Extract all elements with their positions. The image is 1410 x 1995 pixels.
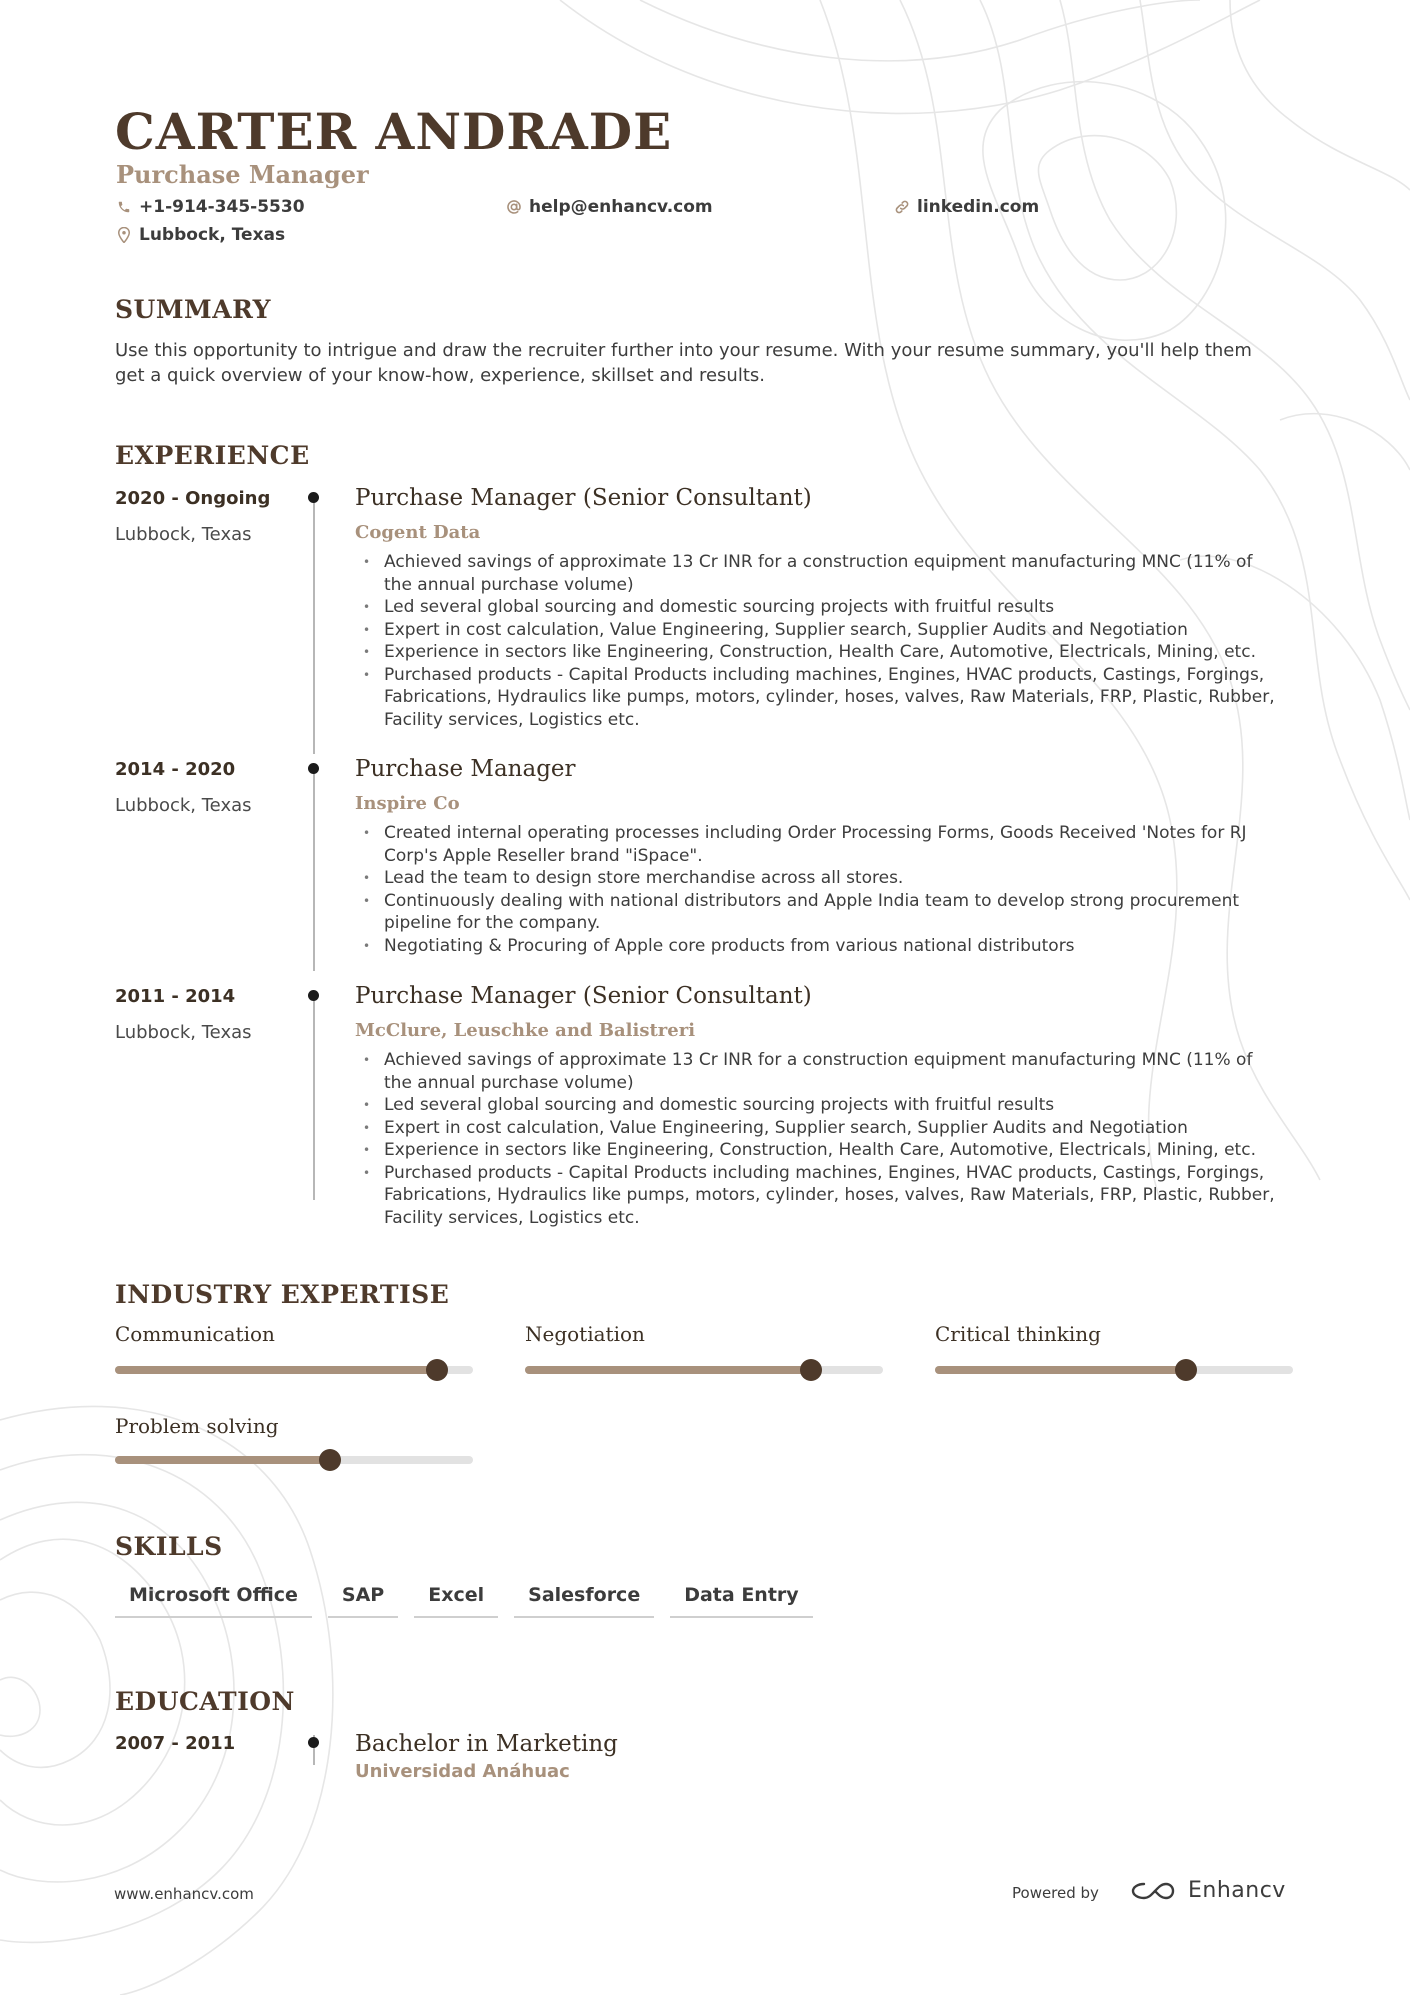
- expertise-bar: [525, 1366, 883, 1374]
- job-company: Inspire Co: [355, 793, 460, 814]
- contact-linkedin[interactable]: [893, 197, 1039, 217]
- education-school: Universidad Anáhuac: [355, 1761, 570, 1782]
- phone-text: +1-914-345-5530: [139, 197, 305, 217]
- enhancv-logo: [1130, 1878, 1286, 1903]
- timeline-line: [313, 497, 315, 754]
- job-location: Lubbock, Texas: [115, 795, 252, 816]
- bullet-item: • Purchased products - Capital Products including machines, Engines, HVAC products, Castings, Forgings, Fabrications, Hydraulics like pumps, motors, cylinder, hoses, valves, Raw Materials, FRP, Plastic, Rubber, Facility services, Logistics etc.: [355, 1162, 1280, 1230]
- skill-tag: SAP: [328, 1584, 398, 1618]
- expertise-label: Critical thinking: [935, 1322, 1101, 1346]
- expertise-bar-fill: [115, 1366, 437, 1374]
- education-heading: EDUCATION: [115, 1687, 295, 1716]
- expertise-bar-knob: [426, 1359, 448, 1381]
- timeline-dot: [308, 763, 319, 774]
- job-dates: 2020 - Ongoing: [115, 488, 271, 509]
- expertise-label: Negotiation: [525, 1322, 645, 1346]
- brand-name: Enhancv: [1188, 1878, 1286, 1903]
- linkedin-text: linkedin.com: [917, 197, 1040, 217]
- education-degree: Bachelor in Marketing: [355, 1731, 618, 1757]
- timeline-dot: [308, 1737, 319, 1748]
- job-title: Purchase Manager (Senior Consultant): [355, 983, 812, 1009]
- timeline-dot: [308, 990, 319, 1001]
- bullet-item: • Achieved savings of approximate 13 Cr INR for a construction equipment manufacturing MNC (11% of the annual purchase volume): [355, 1049, 1280, 1094]
- job-dates: 2011 - 2014: [115, 986, 236, 1007]
- skill-tag: Excel: [414, 1584, 498, 1618]
- at-icon: [505, 198, 523, 216]
- powered-by-text: Powered by: [1012, 1884, 1099, 1902]
- expertise-bar-fill: [525, 1366, 811, 1374]
- job-company: Cogent Data: [355, 522, 481, 543]
- contact-location: [115, 225, 285, 245]
- skill-tag: Data Entry: [670, 1584, 812, 1618]
- expertise-bar-fill: [115, 1456, 330, 1464]
- job-bullets: [355, 822, 1280, 957]
- timeline-dot: [308, 492, 319, 503]
- experience-heading: EXPERIENCE: [115, 441, 310, 470]
- email-text: help@enhancv.com: [529, 197, 713, 217]
- bullet-item: • Lead the team to design store merchandise across all stores.: [355, 867, 1280, 890]
- bullet-item: • Negotiating & Procuring of Apple core products from various national distributors: [355, 935, 1280, 958]
- expertise-label: Problem solving: [115, 1414, 279, 1438]
- job-title: Purchase Manager (Senior Consultant): [355, 485, 812, 511]
- skill-tag: Salesforce: [514, 1584, 654, 1618]
- job-title: Purchase Manager: [355, 756, 576, 782]
- candidate-name: CARTER ANDRADE: [115, 102, 673, 161]
- expertise-bar: [115, 1366, 473, 1374]
- phone-icon: [115, 198, 133, 216]
- expertise-bar: [935, 1366, 1293, 1374]
- job-location: Lubbock, Texas: [115, 1022, 252, 1043]
- contact-phone[interactable]: [115, 197, 305, 217]
- summary-text: Use this opportunity to intrigue and draw the recruiter further into your resume. With your resume summary, you'll help them get a quick overview of your know-how, experience, skillset and results.: [115, 340, 1252, 386]
- enhancv-logo-icon: [1130, 1879, 1176, 1903]
- bullet-item: • Led several global sourcing and domestic sourcing projects with fruitful results: [355, 596, 1280, 619]
- expertise-bar-knob: [1175, 1359, 1197, 1381]
- expertise-bar-knob: [800, 1359, 822, 1381]
- bullet-item: • Led several global sourcing and domestic sourcing projects with fruitful results: [355, 1094, 1280, 1117]
- timeline-line: [313, 995, 315, 1200]
- summary-heading: SUMMARY: [115, 295, 271, 324]
- job-company: McClure, Leuschke and Balistreri: [355, 1020, 696, 1041]
- bullet-item: • Created internal operating processes including Order Processing Forms, Goods Received 'Notes for RJ Corp's Apple Reseller brand "iSpace".: [355, 822, 1280, 867]
- location-text: Lubbock, Texas: [139, 225, 286, 245]
- timeline-line: [313, 768, 315, 971]
- education-dates: 2007 - 2011: [115, 1733, 236, 1754]
- skills-heading: SKILLS: [115, 1532, 223, 1561]
- expertise-label: Communication: [115, 1322, 275, 1346]
- bullet-item: • Achieved savings of approximate 13 Cr INR for a construction equipment manufacturing MNC (11% of the annual purchase volume): [355, 551, 1280, 596]
- candidate-role: Purchase Manager: [116, 160, 369, 189]
- bullet-item: • Experience in sectors like Engineering, Construction, Health Care, Automotive, Electricals, Mining, etc.: [355, 641, 1280, 664]
- job-dates: 2014 - 2020: [115, 759, 236, 780]
- link-icon: [893, 198, 911, 216]
- footer-website[interactable]: www.enhancv.com: [114, 1885, 254, 1903]
- expertise-heading: INDUSTRY EXPERTISE: [115, 1280, 450, 1309]
- skills-list: [115, 1584, 813, 1618]
- bullet-item: • Purchased products - Capital Products including machines, Engines, HVAC products, Castings, Forgings, Fabrications, Hydraulics like pumps, motors, cylinder, hoses, valves, Raw Materials, FRP, Plastic, Rubber, Facility services, Logistics etc.: [355, 664, 1280, 732]
- expertise-bar-fill: [935, 1366, 1186, 1374]
- job-location: Lubbock, Texas: [115, 524, 252, 545]
- bullet-item: • Experience in sectors like Engineering, Construction, Health Care, Automotive, Electricals, Mining, etc.: [355, 1139, 1280, 1162]
- job-bullets: [355, 551, 1280, 731]
- expertise-bar: [115, 1456, 473, 1464]
- skill-tag: Microsoft Office: [115, 1584, 312, 1618]
- job-bullets: [355, 1049, 1280, 1229]
- contact-email[interactable]: [505, 197, 713, 217]
- bullet-item: • Expert in cost calculation, Value Engineering, Supplier search, Supplier Audits and Negotiation: [355, 1117, 1280, 1140]
- location-pin-icon: [115, 226, 133, 244]
- expertise-bar-knob: [319, 1449, 341, 1471]
- bullet-item: • Expert in cost calculation, Value Engineering, Supplier search, Supplier Audits and Negotiation: [355, 619, 1280, 642]
- bullet-item: • Continuously dealing with national distributors and Apple India team to develop strong procurement pipeline for the company.: [355, 890, 1280, 935]
